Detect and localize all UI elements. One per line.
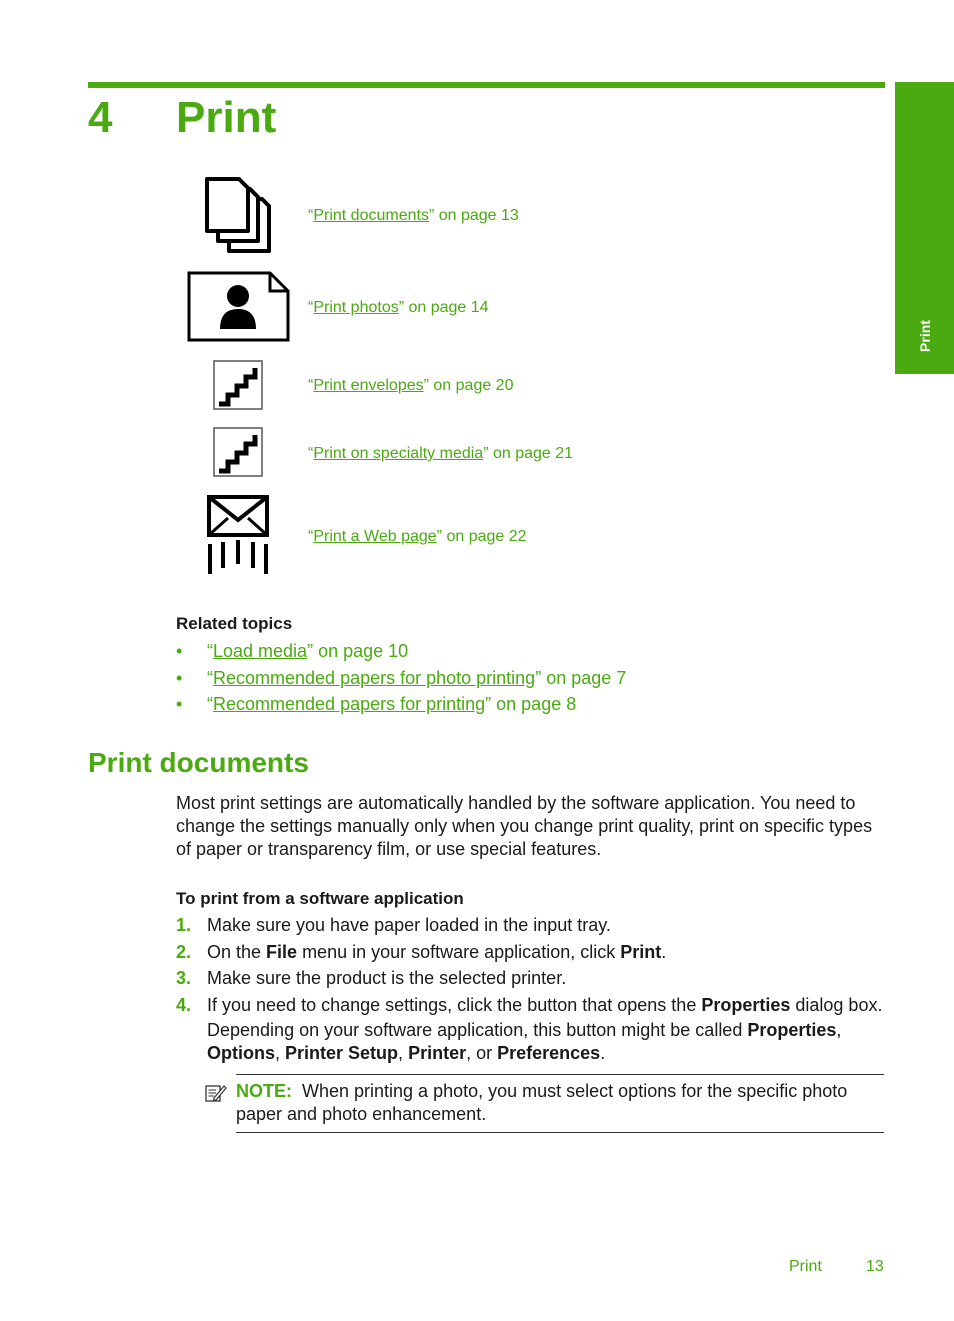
stairs-icon (213, 427, 263, 477)
load-media-link[interactable]: Load media (213, 641, 308, 661)
note-text: When printing a photo, you must select options for the specific photo paper and photo enhancement. (236, 1081, 848, 1124)
topic-xref: “Print documents” on page 13 (308, 207, 519, 224)
related-topics-list (176, 639, 626, 719)
topic-xref: “Print a Web page” on page 22 (308, 528, 527, 545)
procedure-heading: To print from a software application (176, 889, 464, 908)
step-continuation: Depending on your software application, this button might be called Properties, Options, Printer Setup, Printer, or Preferences. (207, 1019, 842, 1063)
print-envelopes-link[interactable]: Print envelopes (313, 377, 424, 394)
print-specialty-media-link[interactable]: Print on specialty media (313, 445, 484, 462)
step-item: 4. If you need to change settings, click the button that opens the Properties dialog box. Depending on your software application, this button might be called Properties, Options, Printer Setup, Printer, or Preferences. (176, 994, 888, 1065)
step-item: 1. Make sure you have paper loaded in the input tray. (176, 915, 611, 935)
printing-papers-link[interactable]: Recommended papers for printing (213, 694, 486, 714)
step-item: 2. On the File menu in your software application, click Print. (176, 941, 667, 962)
print-documents-link[interactable]: Print documents (313, 207, 429, 224)
procedure-steps (176, 914, 888, 1065)
step-item: 3. Make sure the product is the selected printer. (176, 968, 567, 988)
chapter-title: Print (176, 93, 277, 142)
photo-papers-link[interactable]: Recommended papers for photo printing (213, 667, 536, 688)
print-photos-link[interactable]: Print photos (313, 299, 399, 316)
chapter-number: 4 (88, 93, 113, 142)
note-box (236, 1074, 884, 1133)
related-topics-heading: Related topics (176, 614, 293, 633)
footer-section-label: Print (789, 1258, 822, 1275)
note-icon (205, 1083, 227, 1103)
envelope-icon (206, 494, 270, 576)
topic-xref: “Print photos” on page 14 (308, 299, 489, 316)
photo-icon (187, 271, 290, 342)
footer-page-number: 13 (866, 1258, 884, 1275)
chapter-top-rule (88, 82, 885, 88)
list-item: • “Load media” on page 10 (176, 641, 409, 661)
topic-xref: “Print on specialty media” on page 21 (308, 445, 574, 462)
topic-xref: “Print envelopes” on page 20 (308, 377, 514, 394)
documents-icon (205, 177, 271, 253)
section-title: Print documents (88, 747, 309, 778)
side-tab (895, 82, 954, 374)
note-label: NOTE: (236, 1081, 292, 1101)
section-body: Most print settings are automatically handled by the software application. You need to change the settings manually only when you change print quality, print on specific types of paper or transparency film, or use special features. (176, 793, 873, 859)
side-tab-label: Print (916, 320, 933, 352)
list-item: • “Recommended papers for printing” on page 8 (176, 694, 577, 714)
print-web-page-link[interactable]: Print a Web page (313, 528, 437, 545)
list-item: • “Recommended papers for photo printing” on page 7 (176, 667, 627, 688)
stairs-icon (213, 360, 263, 410)
